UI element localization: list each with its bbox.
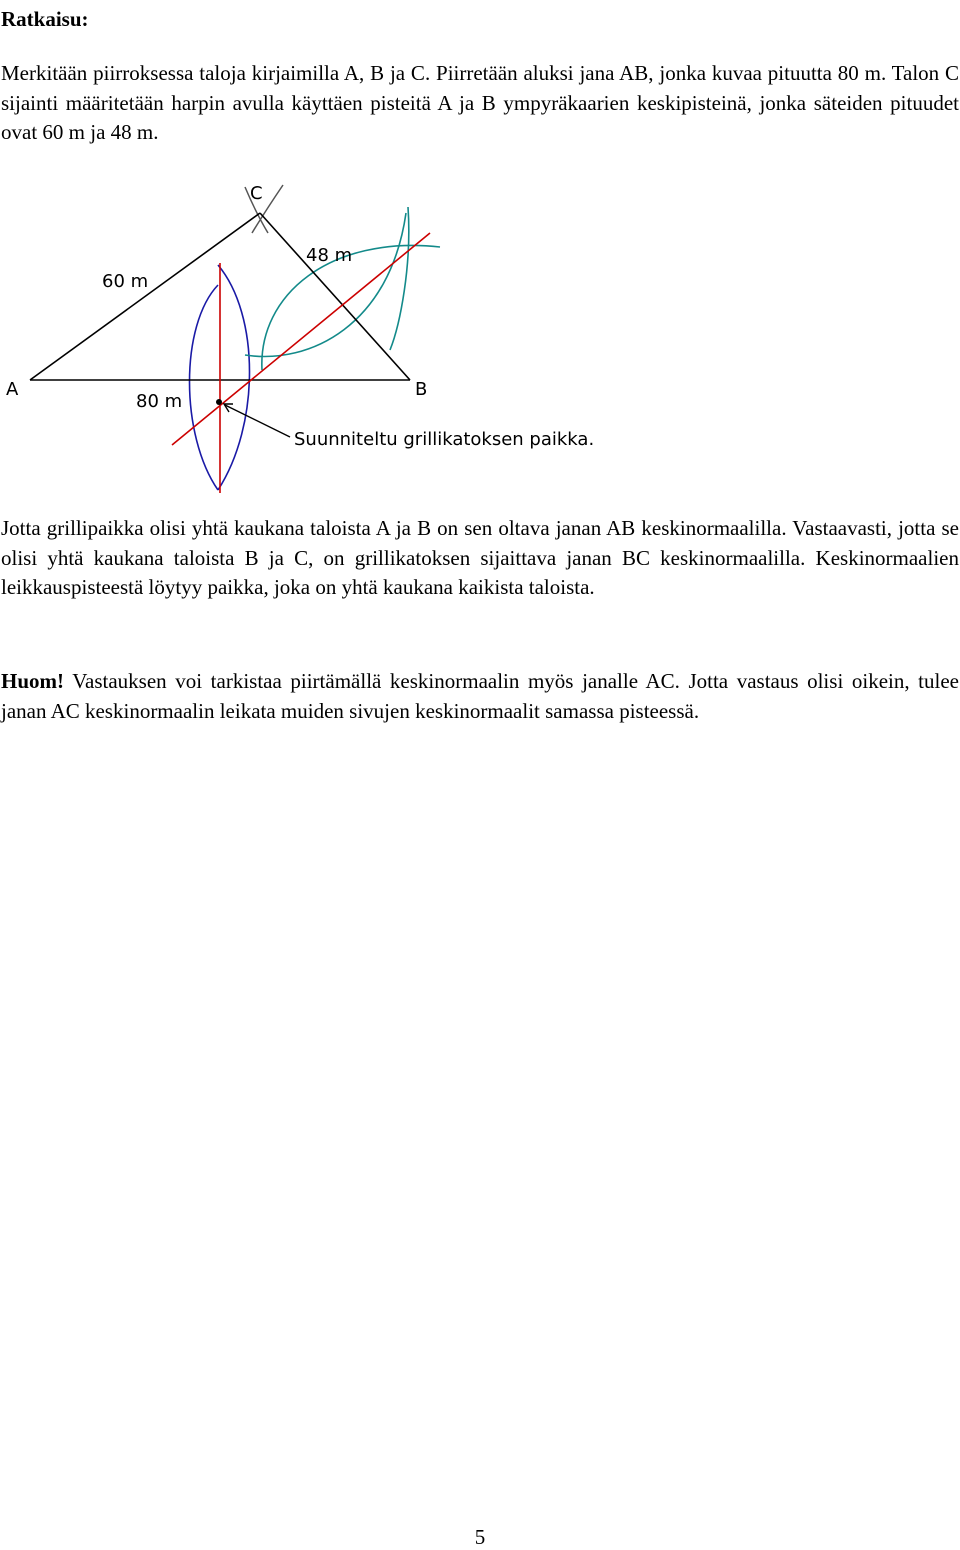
label-ab-length: 80 m: [136, 391, 183, 412]
page-number: 5: [474, 1525, 486, 1549]
annotation-label: Suunniteltu grillikatoksen paikka.: [294, 429, 595, 450]
note-paragraph: [1, 667, 959, 726]
construction-figure: [0, 175, 620, 495]
explanation-paragraph: Jotta grillipaikka olisi yhtä kaukana taloista A ja B on sen oltava janan AB keskinormaalilla. Vastaavasti, jotta se olisi yhtä kaukana taloista B ja C, on grillikatoksen sijaittava janan BC keskinormaalilla. Keskinormaalien leikkauspisteestä löytyy paikka, joka on yhtä kaukana kaikista taloista.: [1, 516, 959, 599]
perpendicular-bisectors: [172, 233, 430, 493]
bc-perpendicular-bisector: [172, 233, 430, 445]
grill-location-point: [216, 399, 222, 405]
label-b: B: [415, 379, 428, 400]
label-ac-length: 60 m: [102, 271, 149, 292]
label-c: C: [250, 183, 263, 204]
note-text: Vastauksen voi tarkistaa piirtämällä keskinormaalin myös janalle AC. Jotta vastaus olisi oikein, tulee janan AC keskinormaalin leikata muiden sivujen keskinormaalit samassa pisteessä.: [1, 669, 959, 723]
bc-bisector-arcs: [245, 207, 440, 370]
note-label: Huom!: [1, 669, 64, 693]
intro-paragraph: Merkitään piirroksessa taloja kirjaimilla A, B ja C. Piirretään aluksi jana AB, jonka kuvaa pituutta 80 m. Talon C sijainti määritetään harpin avulla käyttäen pisteitä A ja B ympyräkaarien keskipisteinä, jonka säteiden pituudet ovat 60 m ja 48 m.: [1, 61, 959, 144]
label-bc-length: 48 m: [306, 245, 353, 266]
solution-heading: Ratkaisu:: [1, 7, 89, 31]
annotation-arrow: [224, 404, 290, 437]
label-a: A: [6, 379, 19, 400]
